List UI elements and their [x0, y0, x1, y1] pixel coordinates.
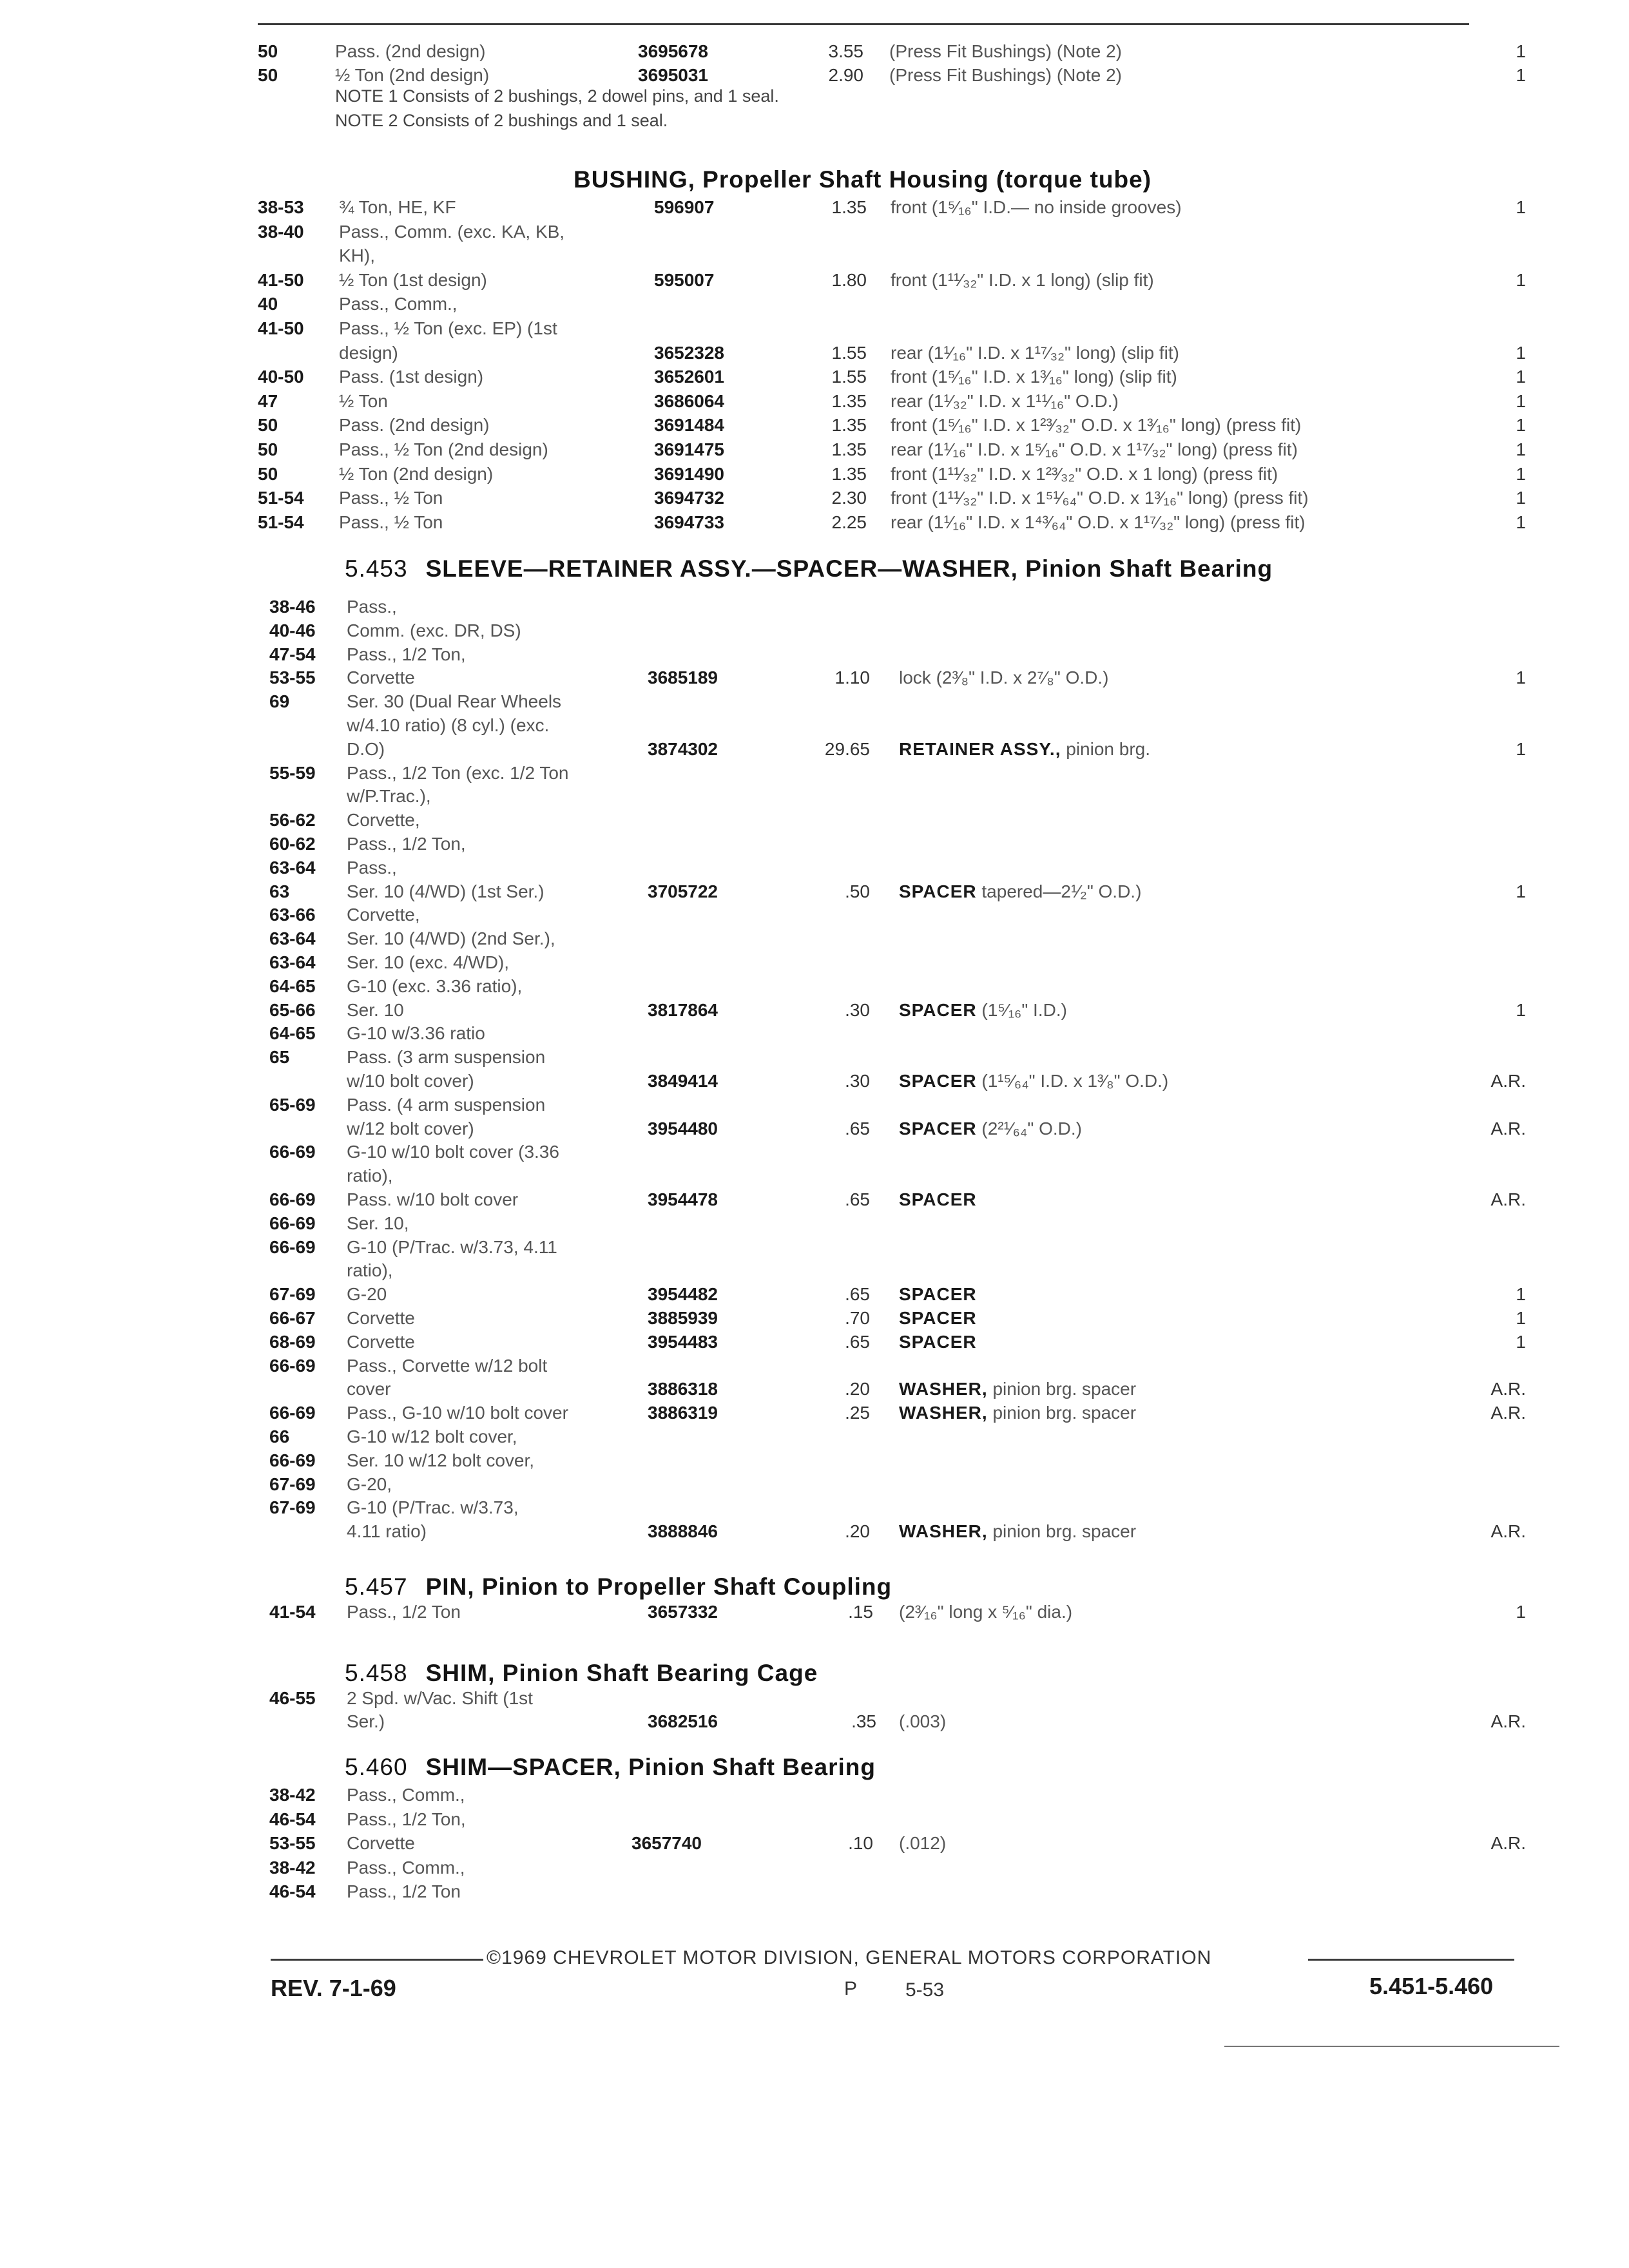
- application: Pass. (2nd design): [335, 41, 486, 61]
- description-heading: SPACER: [899, 1000, 977, 1020]
- description-heading: SPACER: [899, 1284, 977, 1304]
- application: Pass., ½ Ton: [339, 512, 443, 532]
- application: Corvette,: [347, 905, 420, 925]
- price: 1.10: [834, 668, 870, 687]
- application: Pass.,: [347, 597, 397, 617]
- description-heading: WASHER,: [899, 1403, 988, 1423]
- application: Corvette: [347, 668, 415, 687]
- section-title: BUSHING, Propeller Shaft Housing (torque tube): [574, 166, 1152, 193]
- part-number: 3886319: [648, 1403, 718, 1423]
- part-number: 596907: [654, 197, 715, 217]
- part-number: 3954483: [648, 1332, 718, 1352]
- quantity: 1: [1516, 41, 1526, 61]
- description-text: front (1¹¹⁄₃₂" I.D. x 1⁵¹⁄₆₄" O.D. x 1³⁄₁₆" long) (press fit): [891, 488, 1309, 508]
- description: [899, 880, 1141, 903]
- footer-copyright: ©1969 CHEVROLET MOTOR DIVISION, GENERAL MOTORS CORPORATION: [487, 1947, 1212, 1968]
- description: [899, 1117, 1082, 1140]
- application: w/10 bolt cover): [347, 1071, 474, 1091]
- section-number: 5.457: [345, 1573, 408, 1600]
- application: G-10 w/10 bolt cover (3.36: [347, 1142, 559, 1162]
- description-text: pinion brg. spacer: [992, 1521, 1137, 1541]
- model-years: 63: [269, 881, 290, 901]
- application: Pass. (1st design): [339, 367, 484, 387]
- section-title: SHIM, Pinion Shaft Bearing Cage: [425, 1660, 818, 1686]
- application: Pass., 1/2 Ton (exc. 1/2 Ton: [347, 763, 569, 783]
- application: Ser. 30 (Dual Rear Wheels: [347, 691, 562, 711]
- application: Pass., Comm.,: [347, 1858, 465, 1878]
- description-text: rear (1¹⁄₁₆" I.D. x 1⁴³⁄₆₄" O.D. x 1¹⁷⁄₃₂" long) (press fit): [891, 512, 1306, 532]
- model-years: 46-54: [269, 1809, 316, 1829]
- quantity: 1: [1516, 464, 1526, 484]
- price: 2.25: [831, 512, 867, 532]
- part-number: 595007: [654, 270, 715, 290]
- model-years: 38-40: [258, 222, 304, 242]
- description: [899, 1283, 977, 1306]
- application: cover: [347, 1379, 391, 1399]
- description: [899, 666, 1109, 689]
- application: Ser. 10 (4/WD) (1st Ser.): [347, 881, 545, 901]
- application: G-10 w/3.36 ratio: [347, 1023, 485, 1043]
- quantity: 1: [1516, 367, 1526, 387]
- section-title: PIN, Pinion to Propeller Shaft Coupling: [425, 1573, 892, 1600]
- description: [899, 738, 1150, 761]
- price: .30: [845, 1000, 870, 1020]
- description-heading: WASHER,: [899, 1521, 988, 1541]
- description-text: front (1⁵⁄₁₆" I.D. x 1²³⁄₃₂" O.D. x 1³⁄₁₆" long) (press fit): [891, 415, 1302, 435]
- price: 1.35: [831, 391, 867, 411]
- application: Ser. 10: [347, 1000, 404, 1020]
- part-number: 3657740: [631, 1833, 702, 1853]
- part-number: 3691484: [654, 415, 725, 435]
- application: Pass., 1/2 Ton,: [347, 1809, 466, 1829]
- price: .50: [845, 881, 870, 901]
- bottom-scan-rule: [1224, 2046, 1559, 2047]
- quantity: A.R.: [1490, 1071, 1526, 1091]
- model-years: 63-66: [269, 905, 316, 925]
- description-text: front (1⁵⁄₁₆" I.D.— no inside grooves): [891, 197, 1182, 217]
- model-years: 50: [258, 415, 278, 435]
- application: G-10 (P/Trac. w/3.73, 4.11: [347, 1237, 557, 1257]
- model-years: 40-46: [269, 620, 316, 640]
- application: Pass., ½ Ton: [339, 488, 443, 508]
- application: ½ Ton: [339, 391, 388, 411]
- model-years: 50: [258, 464, 278, 484]
- application: Pass., 1/2 Ton: [347, 1881, 461, 1901]
- price: .20: [845, 1379, 870, 1399]
- price: .30: [845, 1071, 870, 1091]
- model-years: 63-64: [269, 952, 316, 972]
- model-years: 53-55: [269, 1833, 316, 1853]
- application: D.O): [347, 739, 385, 759]
- section-heading: [345, 1754, 876, 1781]
- model-years: 40: [258, 294, 278, 314]
- model-years: 67-69: [269, 1284, 316, 1304]
- description: [899, 1378, 1136, 1401]
- description: [899, 1331, 977, 1354]
- price: 1.35: [831, 464, 867, 484]
- description-text: front (1¹¹⁄₃₂" I.D. x 1 long) (slip fit): [891, 270, 1154, 290]
- quantity: A.R.: [1490, 1711, 1526, 1731]
- section-note: NOTE 1 Consists of 2 bushings, 2 dowel pins, and 1 seal.: [335, 86, 779, 106]
- model-years: 53-55: [269, 668, 316, 687]
- description-text: pinion brg.: [1066, 739, 1151, 759]
- model-years: 66-69: [269, 1237, 316, 1257]
- quantity: 1: [1516, 739, 1526, 759]
- application: ¾ Ton, HE, KF: [339, 197, 456, 217]
- application: Ser. 10 (exc. 4/WD),: [347, 952, 510, 972]
- model-years: 47-54: [269, 644, 316, 664]
- price: 3.55: [828, 41, 863, 61]
- section-note: NOTE 2 Consists of 2 bushings and 1 seal.: [335, 111, 668, 130]
- application: w/4.10 ratio) (8 cyl.) (exc.: [347, 715, 550, 735]
- part-number: 3657332: [648, 1602, 718, 1622]
- part-number: 3691475: [654, 439, 725, 459]
- description-text: (.003): [899, 1711, 947, 1731]
- quantity: 1: [1516, 1000, 1526, 1020]
- part-number: 3695031: [638, 65, 709, 85]
- model-years: 38-42: [269, 1785, 316, 1805]
- model-years: 50: [258, 41, 278, 61]
- price: .70: [845, 1308, 870, 1328]
- quantity: 1: [1516, 1284, 1526, 1304]
- quantity: 1: [1516, 439, 1526, 459]
- part-number: 3888846: [648, 1521, 718, 1541]
- section-title: SLEEVE—RETAINER ASSY.—SPACER—WASHER, Pinion Shaft Bearing: [425, 555, 1273, 582]
- price: .10: [848, 1833, 873, 1853]
- model-years: 63-64: [269, 858, 316, 878]
- description-heading: SPACER: [899, 1071, 977, 1091]
- model-years: 51-54: [258, 512, 304, 532]
- model-years: 46-54: [269, 1881, 316, 1901]
- description-heading: SPACER: [899, 1308, 977, 1328]
- quantity: 1: [1516, 197, 1526, 217]
- part-number: 3954478: [648, 1189, 718, 1209]
- description: [889, 40, 1122, 63]
- description-heading: SPACER: [899, 1332, 977, 1352]
- quantity: 1: [1516, 488, 1526, 508]
- part-number: 3691490: [654, 464, 725, 484]
- application: ratio),: [347, 1166, 393, 1186]
- application: ½ Ton (1st design): [339, 270, 487, 290]
- footer-revision: REV. 7-1-69: [271, 1975, 396, 2001]
- description: [891, 414, 1301, 437]
- application: ½ Ton (2nd design): [339, 464, 494, 484]
- description: [891, 196, 1182, 219]
- application: Pass., Comm. (exc. KA, KB,: [339, 222, 565, 242]
- application: Pass., Comm.,: [347, 1785, 465, 1805]
- description: [899, 1307, 977, 1330]
- application: Pass., ½ Ton (2nd design): [339, 439, 548, 459]
- footer-page-letter: P: [844, 1978, 858, 1999]
- description-text: (.012): [899, 1833, 947, 1853]
- footer-rule-left: [271, 1959, 483, 1961]
- description: [891, 365, 1177, 389]
- description: [899, 1401, 1136, 1425]
- price: 1.55: [831, 367, 867, 387]
- description-text: rear (1¹⁄₁₆" I.D. x 1¹⁷⁄₃₂" long) (slip fit): [891, 343, 1179, 363]
- price: 1.35: [831, 415, 867, 435]
- application: G-10 (P/Trac. w/3.73,: [347, 1497, 519, 1517]
- price: .20: [845, 1521, 870, 1541]
- description: [891, 269, 1154, 292]
- price: 1.80: [831, 270, 867, 290]
- description: [891, 486, 1309, 510]
- section-title: SHIM—SPACER, Pinion Shaft Bearing: [425, 1754, 876, 1780]
- model-years: 41-50: [258, 318, 304, 338]
- quantity: 1: [1516, 1308, 1526, 1328]
- part-number: 3705722: [648, 881, 718, 901]
- part-number: 3685189: [648, 668, 718, 687]
- quantity: A.R.: [1490, 1119, 1526, 1139]
- part-number: 3695678: [638, 41, 709, 61]
- application: design): [339, 343, 398, 363]
- quantity: 1: [1516, 1332, 1526, 1352]
- model-years: 66-69: [269, 1213, 316, 1233]
- application: Corvette: [347, 1308, 415, 1328]
- application: Pass. (2nd design): [339, 415, 490, 435]
- description-text: pinion brg. spacer: [992, 1379, 1137, 1399]
- model-years: 41-54: [269, 1602, 316, 1622]
- model-years: 68-69: [269, 1332, 316, 1352]
- price: .65: [845, 1119, 870, 1139]
- section-number: 5.460: [345, 1754, 408, 1780]
- model-years: 50: [258, 439, 278, 459]
- section-number: 5.453: [345, 555, 408, 582]
- application: Pass.,: [347, 858, 397, 878]
- quantity: 1: [1516, 668, 1526, 687]
- part-number: 3817864: [648, 1000, 718, 1020]
- description-text: (Press Fit Bushings) (Note 2): [889, 41, 1122, 61]
- model-years: 65: [269, 1047, 290, 1067]
- footer-rule-right: [1308, 1959, 1514, 1961]
- description: [891, 511, 1306, 534]
- part-number: 3954482: [648, 1284, 718, 1304]
- description-text: lock (2³⁄₈" I.D. x 2⁷⁄₈" O.D.): [899, 668, 1109, 687]
- price: .65: [845, 1189, 870, 1209]
- application: G-10 w/12 bolt cover,: [347, 1427, 517, 1446]
- quantity: 1: [1516, 1602, 1526, 1622]
- description: [891, 390, 1119, 413]
- application: G-20,: [347, 1474, 392, 1494]
- quantity: 1: [1516, 270, 1526, 290]
- description-heading: RETAINER ASSY.,: [899, 739, 1061, 759]
- application: Pass. (4 arm suspension: [347, 1095, 546, 1115]
- description-text: (2²¹⁄₆₄" O.D.): [981, 1119, 1082, 1139]
- description: [899, 1188, 977, 1211]
- part-number: 3874302: [648, 739, 718, 759]
- part-number: 3694732: [654, 488, 725, 508]
- description-text: (Press Fit Bushings) (Note 2): [889, 65, 1122, 85]
- part-number: 3886318: [648, 1379, 718, 1399]
- price: .25: [845, 1403, 870, 1423]
- description-heading: WASHER,: [899, 1379, 988, 1399]
- application: Pass., ½ Ton (exc. EP) (1st: [339, 318, 557, 338]
- quantity: 1: [1516, 881, 1526, 901]
- application: Pass. w/10 bolt cover: [347, 1189, 519, 1209]
- section-heading: [345, 555, 1273, 582]
- part-number: 3652328: [654, 343, 725, 363]
- model-years: 51-54: [258, 488, 304, 508]
- part-number: 3954480: [648, 1119, 718, 1139]
- part-number: 3652601: [654, 367, 725, 387]
- quantity: A.R.: [1490, 1189, 1526, 1209]
- quantity: 1: [1516, 65, 1526, 85]
- description-text: (2³⁄₁₆" long x ⁵⁄₁₆" dia.): [899, 1602, 1073, 1622]
- application: G-10 (exc. 3.36 ratio),: [347, 976, 523, 996]
- description: [899, 1520, 1136, 1543]
- description-text: rear (1¹⁄₁₆" I.D. x 1⁵⁄₁₆" O.D. x 1¹⁷⁄₃₂" long) (press fit): [891, 439, 1298, 459]
- application: Pass., Comm.,: [339, 294, 458, 314]
- description-text: (1¹⁵⁄₆₄" I.D. x 1³⁄₈" O.D.): [981, 1071, 1169, 1091]
- model-years: 38-53: [258, 197, 304, 217]
- model-years: 67-69: [269, 1474, 316, 1494]
- model-years: 66-69: [269, 1189, 316, 1209]
- description-heading: SPACER: [899, 1189, 977, 1209]
- application: Pass., G-10 w/10 bolt cover: [347, 1403, 568, 1423]
- application: ½ Ton (2nd design): [335, 65, 490, 85]
- model-years: 65-69: [269, 1095, 316, 1115]
- description-text: front (1¹¹⁄₃₂" I.D. x 1²³⁄₃₂" O.D. x 1 long) (press fit): [891, 464, 1278, 484]
- part-number: 3885939: [648, 1308, 718, 1328]
- description: [899, 1710, 946, 1733]
- price: 2.30: [831, 488, 867, 508]
- footer-page-number: 5-53: [905, 1979, 945, 2001]
- price: 2.90: [828, 65, 863, 85]
- price: 1.35: [831, 197, 867, 217]
- part-number: 3849414: [648, 1071, 718, 1091]
- model-years: 66-69: [269, 1142, 316, 1162]
- description: [891, 341, 1179, 365]
- quantity: 1: [1516, 512, 1526, 532]
- top-rule: [258, 23, 1469, 25]
- model-years: 66: [269, 1427, 290, 1446]
- model-years: 55-59: [269, 763, 316, 783]
- model-years: 63-64: [269, 928, 316, 948]
- application: Corvette,: [347, 810, 420, 830]
- quantity: A.R.: [1490, 1833, 1526, 1853]
- description: [899, 1070, 1168, 1093]
- model-years: 50: [258, 65, 278, 85]
- model-years: 46-55: [269, 1688, 316, 1708]
- model-years: 38-42: [269, 1858, 316, 1878]
- application: Pass., 1/2 Ton: [347, 1602, 461, 1622]
- application: w/12 bolt cover): [347, 1119, 474, 1139]
- quantity: A.R.: [1490, 1521, 1526, 1541]
- model-years: 41-50: [258, 270, 304, 290]
- quantity: A.R.: [1490, 1379, 1526, 1399]
- model-years: 64-65: [269, 1023, 316, 1043]
- part-number: 3694733: [654, 512, 725, 532]
- application: Pass., Corvette w/12 bolt: [347, 1356, 548, 1376]
- price: 1.55: [831, 343, 867, 363]
- application: Ser. 10 w/12 bolt cover,: [347, 1450, 535, 1470]
- application: KH),: [339, 245, 375, 265]
- description: [891, 463, 1278, 486]
- description-text: (1⁵⁄₁₆" I.D.): [981, 1000, 1067, 1020]
- description: [891, 438, 1298, 461]
- model-years: 69: [269, 691, 290, 711]
- description-text: rear (1¹⁄₃₂" I.D. x 1¹¹⁄₁₆" O.D.): [891, 391, 1119, 411]
- model-years: 38-46: [269, 597, 316, 617]
- application: ratio),: [347, 1260, 393, 1280]
- description-heading: SPACER: [899, 1119, 977, 1139]
- section-number: 5.458: [345, 1660, 408, 1686]
- model-years: 47: [258, 391, 278, 411]
- model-years: 67-69: [269, 1497, 316, 1517]
- model-years: 66-69: [269, 1403, 316, 1423]
- application: 4.11 ratio): [347, 1521, 427, 1541]
- application: Pass. (3 arm suspension: [347, 1047, 546, 1067]
- application: 2 Spd. w/Vac. Shift (1st: [347, 1688, 533, 1708]
- price: .65: [845, 1284, 870, 1304]
- application: G-20: [347, 1284, 387, 1304]
- part-number: 3682516: [648, 1711, 718, 1731]
- price: .35: [851, 1711, 876, 1731]
- application: Pass., 1/2 Ton,: [347, 834, 466, 854]
- model-years: 40-50: [258, 367, 304, 387]
- application: Ser. 10,: [347, 1213, 409, 1233]
- description: [899, 1600, 1072, 1624]
- description-text: front (1⁵⁄₁₆" I.D. x 1³⁄₁₆" long) (slip fit): [891, 367, 1177, 387]
- description: [899, 1832, 946, 1855]
- quantity: A.R.: [1490, 1403, 1526, 1423]
- application: Comm. (exc. DR, DS): [347, 620, 521, 640]
- description-text: pinion brg. spacer: [992, 1403, 1137, 1423]
- quantity: 1: [1516, 343, 1526, 363]
- description: [889, 64, 1122, 87]
- model-years: 64-65: [269, 976, 316, 996]
- section-heading: [345, 1573, 892, 1600]
- section-heading: [574, 166, 1152, 193]
- model-years: 60-62: [269, 834, 316, 854]
- application: Corvette: [347, 1332, 415, 1352]
- footer-section-range: 5.451-5.460: [1369, 1973, 1494, 1999]
- application: Corvette: [347, 1833, 415, 1853]
- model-years: 56-62: [269, 810, 316, 830]
- part-number: 3686064: [654, 391, 725, 411]
- price: .65: [845, 1332, 870, 1352]
- application: Pass., 1/2 Ton,: [347, 644, 466, 664]
- section-heading: [345, 1660, 818, 1687]
- price: 29.65: [824, 739, 870, 759]
- price: 1.35: [831, 439, 867, 459]
- description-text: tapered—2¹⁄₂" O.D.): [981, 881, 1142, 901]
- model-years: 66-69: [269, 1356, 316, 1376]
- description: [899, 999, 1067, 1022]
- model-years: 65-66: [269, 1000, 316, 1020]
- quantity: 1: [1516, 391, 1526, 411]
- model-years: 66-67: [269, 1308, 316, 1328]
- application: w/P.Trac.),: [347, 786, 431, 806]
- quantity: 1: [1516, 415, 1526, 435]
- application: Ser.): [347, 1711, 385, 1731]
- application: Ser. 10 (4/WD) (2nd Ser.),: [347, 928, 555, 948]
- price: .15: [848, 1602, 873, 1622]
- description-heading: SPACER: [899, 881, 977, 901]
- model-years: 66-69: [269, 1450, 316, 1470]
